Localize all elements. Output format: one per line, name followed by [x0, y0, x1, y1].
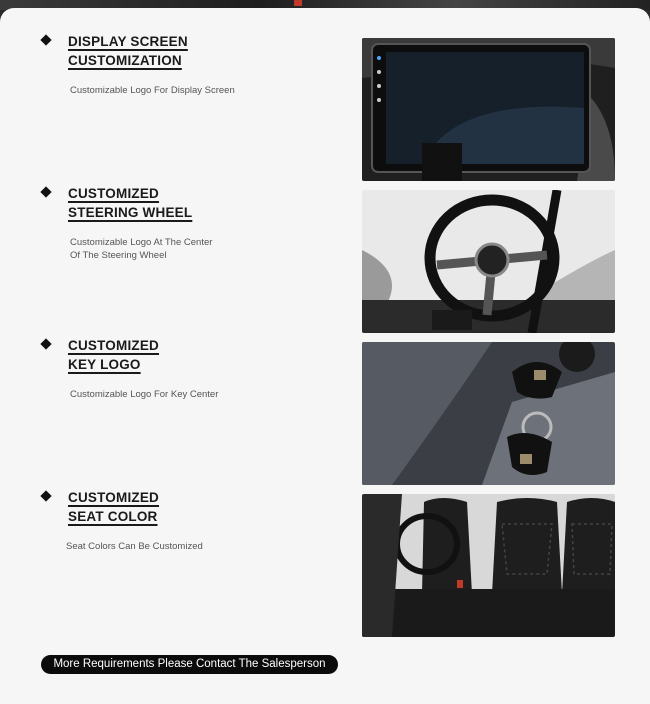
contact-salesperson-button[interactable]: More Requirements Please Contact The Salesperson [41, 655, 338, 674]
bullet-diamond-icon [40, 186, 51, 197]
key-photo [362, 342, 615, 485]
display-screen-photo [362, 38, 615, 181]
feature-title: DISPLAY SCREEN CUSTOMIZATION [68, 34, 188, 68]
feature-description: Customizable Logo At The Center Of The Steering Wheel [70, 237, 213, 261]
feature-title: CUSTOMIZED STEERING WHEEL [68, 186, 193, 220]
bullet-diamond-icon [40, 34, 51, 45]
feature-description: Customizable Logo For Display Screen [70, 85, 235, 96]
seat-photo [362, 494, 615, 637]
bullet-diamond-icon [40, 338, 51, 349]
feature-key-logo [0, 336, 650, 478]
feature-steering-wheel [0, 184, 650, 326]
steering-wheel-photo [362, 190, 615, 333]
feature-display-screen [0, 32, 650, 174]
header-accent-mark [294, 0, 302, 6]
feature-description: Seat Colors Can Be Customized [66, 541, 203, 552]
feature-description: Customizable Logo For Key Center [70, 389, 219, 400]
feature-title: CUSTOMIZED SEAT COLOR [68, 490, 160, 524]
feature-title: CUSTOMIZED KEY LOGO [68, 338, 160, 372]
feature-seat-color [0, 488, 650, 630]
bullet-diamond-icon [40, 490, 51, 501]
